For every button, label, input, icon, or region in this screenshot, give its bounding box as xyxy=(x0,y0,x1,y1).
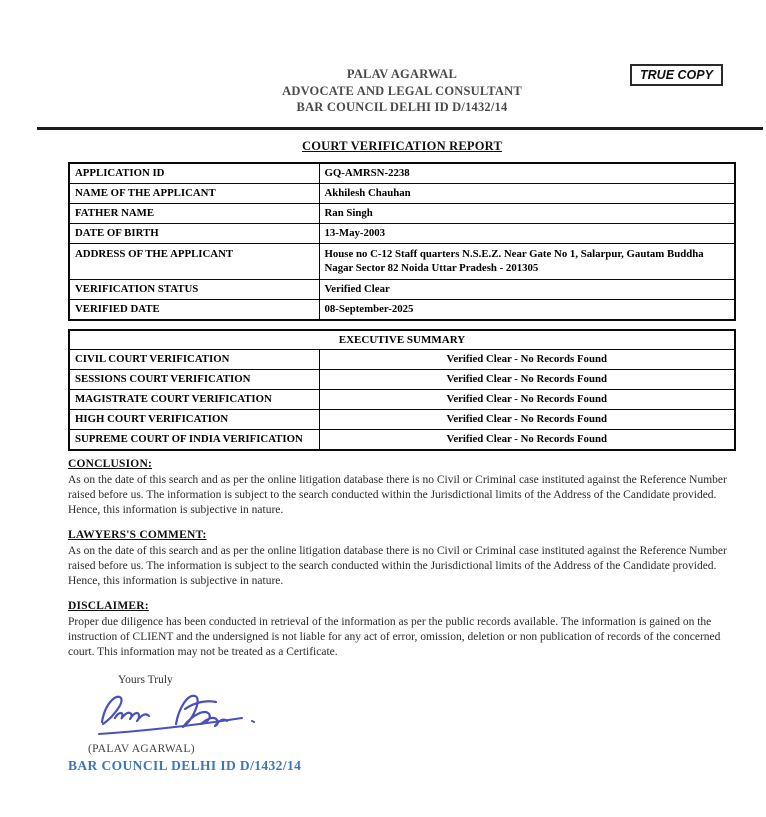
table-row xyxy=(69,223,735,243)
field-value: Verified Clear xyxy=(319,279,735,299)
disclaimer-heading: DISCLAIMER: xyxy=(68,599,149,612)
field-label: DATE OF BIRTH xyxy=(69,223,319,243)
signature-image xyxy=(92,688,736,743)
table-row xyxy=(69,279,735,299)
table-row xyxy=(69,299,735,320)
court-status: Verified Clear - No Records Found xyxy=(319,409,735,429)
table-row xyxy=(69,389,735,409)
court-status: Verified Clear - No Records Found xyxy=(319,369,735,389)
field-label: VERIFIED DATE xyxy=(69,299,319,320)
handwritten-signature-icon xyxy=(92,688,277,738)
header-divider xyxy=(37,127,763,130)
table-row xyxy=(69,349,735,369)
bar-council-id-footer: BAR COUNCIL DELHI ID D/1432/14 xyxy=(68,757,302,773)
advocate-designation: ADVOCATE AND LEGAL CONSULTANT xyxy=(282,83,522,98)
field-value: GQ-AMRSN-2238 xyxy=(319,163,735,184)
executive-summary-table xyxy=(68,329,736,451)
field-value: Ran Singh xyxy=(319,203,735,223)
field-label: ADDRESS OF THE APPLICANT xyxy=(69,243,319,279)
advocate-name: PALAV AGARWAL xyxy=(346,67,458,81)
table-row xyxy=(69,183,735,203)
table-row xyxy=(69,369,735,389)
closing-text: Yours Truly xyxy=(118,673,173,686)
court-status: Verified Clear - No Records Found xyxy=(319,389,735,409)
signatory-name: (PALAV AGARWAL) xyxy=(88,742,195,755)
true-copy-stamp-label: TRUE COPY xyxy=(640,68,713,82)
letterhead xyxy=(68,66,736,116)
field-label: FATHER NAME xyxy=(69,203,319,223)
court-label: SESSIONS COURT VERIFICATION xyxy=(69,369,319,389)
field-label: VERIFICATION STATUS xyxy=(69,279,319,299)
conclusion-heading: CONCLUSION: xyxy=(68,457,152,470)
field-label: APPLICATION ID xyxy=(69,163,319,184)
field-value: Akhilesh Chauhan xyxy=(319,183,735,203)
lawyers-comment-body: As on the date of this search and as per the online litigation database there is no Civil or Criminal case instituted against the Reference Number raised before us. The information is subject to the search conducted within the Jurisdictional limits of the Address of the Candidate provided. Hence, this information is subjective in nature. xyxy=(68,544,727,587)
lawyers-comment-section xyxy=(68,529,736,589)
field-label: NAME OF THE APPLICANT xyxy=(69,183,319,203)
conclusion-section xyxy=(68,458,736,518)
field-value: House no C-12 Staff quarters N.S.E.Z. Near Gate No 1, Salarpur, Gautam Buddha Nagar Sector 82 Noida Uttar Pradesh - 201305 xyxy=(319,243,735,279)
table-header-row xyxy=(69,330,735,350)
court-label: HIGH COURT VERIFICATION xyxy=(69,409,319,429)
court-status: Verified Clear - No Records Found xyxy=(319,429,735,450)
disclaimer-section xyxy=(68,600,736,660)
page-title: COURT VERIFICATION REPORT xyxy=(302,138,502,153)
table-row xyxy=(69,163,735,184)
table-row xyxy=(69,429,735,450)
table-row xyxy=(69,409,735,429)
court-label: SUPREME COURT OF INDIA VERIFICATION xyxy=(69,429,319,450)
executive-summary-title: EXECUTIVE SUMMARY xyxy=(69,330,735,350)
field-value: 13-May-2003 xyxy=(319,223,735,243)
lawyers-comment-heading: LAWYERS'S COMMENT: xyxy=(68,528,207,541)
court-label: MAGISTRATE COURT VERIFICATION xyxy=(69,389,319,409)
table-row xyxy=(69,243,735,279)
court-status: Verified Clear - No Records Found xyxy=(319,349,735,369)
bar-council-id-header: BAR COUNCIL DELHI ID D/1432/14 xyxy=(296,100,508,114)
court-label: CIVIL COURT VERIFICATION xyxy=(69,349,319,369)
applicant-table xyxy=(68,162,736,321)
disclaimer-body: Proper due diligence has been conducted in retrieval of the information as per the public records available. The information is gained on the instruction of CLIENT and the undersigned is not liable for any act of error, omission, deletion or non publication of records of the concerned court. This information may not be treated as a Certificate. xyxy=(68,615,721,658)
table-row xyxy=(69,203,735,223)
conclusion-body: As on the date of this search and as per the online litigation database there is no Civil or Criminal case instituted against the Reference Number raised before us. The information is subject to the search conducted within the Jurisdictional limits of the Address of the Candidate provided. Hence, this information is subjective in nature. xyxy=(68,473,727,516)
document-page xyxy=(68,66,736,774)
field-value: 08-September-2025 xyxy=(319,299,735,320)
